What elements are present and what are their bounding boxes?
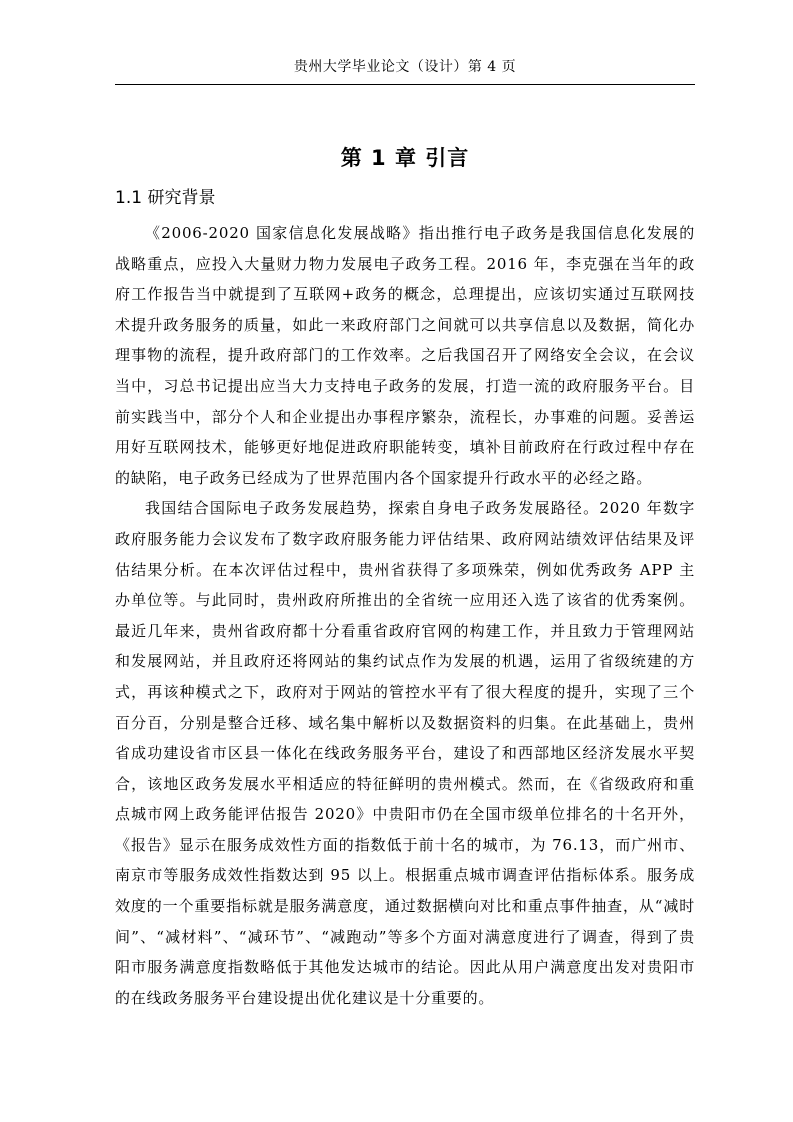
- section-title: 1.1 研究背景: [115, 188, 216, 208]
- body-text: [115, 218, 695, 1013]
- header-divider: [115, 84, 695, 85]
- paragraph: 《2006-2020 国家信息化发展战略》指出推行电子政务是我国信息化发展的战略重点，应投入大量财力物力发展电子政务工程。2016 年，李克强在当年的政府工作报告当中就提到了互联网+政务的概念，总理提出，应该切实通过互联网技术提升政务服务的质量，如此一来政府部门之间就可以共享信息以及数据，简化办理事物的流程，提升政府部门的工作效率。之后我国召开了网络安全会议，在会议当中，习总书记提出应当大力支持电子政务的发展，打造一流的政府服务平台。目前实践当中，部分个人和企业提出办事程序繁杂，流程长，办事难的问题。妥善运用好互联网技术，能够更好地促进政府职能转变，填补目前政府在行政过程中存在的缺陷，电子政务已经成为了世界范围内各个国家提升行政水平的必经之路。: [115, 224, 695, 487]
- page-header: 贵州大学毕业论文（设计）第 4 页: [293, 59, 517, 75]
- paragraph: 我国结合国际电子政务发展趋势，探索自身电子政务发展路径。2020 年数字政府服务能力会议发布了数字政府服务能力评估结果、政府网站绩效评估结果及评估结果分析。在本次评估过程中，贵州省获得了多项殊荣，例如优秀政务 APP 主办单位等。与此同时，贵州政府所推出的全省统一应用还入选了该省的优秀案例。最近几年来，贵州省政府都十分看重省政府官网的构建工作，并且致力于管理网站和发展网站，并且政府还将网站的集约试点作为发展的机遇，运用了省级统建的方式，再该种模式之下，政府对于网站的管控水平有了很大程度的提升，实现了三个百分百，分别是整合迁移、域名集中解析以及数据资料的归集。在此基础上，贵州省成功建设省市区县一体化在线政务服务平台，建设了和西部地区经济发展水平契合，该地区政务发展水平相适应的特征鲜明的贵州模式。然而，在《省级政府和重点城市网上政务能评估报告 2020》中贵阳市仍在全国市级单位排名的十名开外，《报告》显示在服务成效性方面的指数低于前十名的城市，为 76.13，而广州市、南京市等服务成效性指数达到 95 以上。根据重点城市调查评估指标体系。服务成效度的一个重要指标就是服务满意度，通过数据横向对比和重点事件抽查，从“减时间”、“减材料”、“减环节”、“减跑动”等多个方面对满意度进行了调查，得到了贵阳市服务满意度指数略低于其他发达城市的结论。因此从用户满意度出发对贵阳市的在线政务服务平台建设提出优化建议是十分重要的。: [115, 499, 695, 1007]
- chapter-title: 第 1 章 引言: [340, 146, 470, 170]
